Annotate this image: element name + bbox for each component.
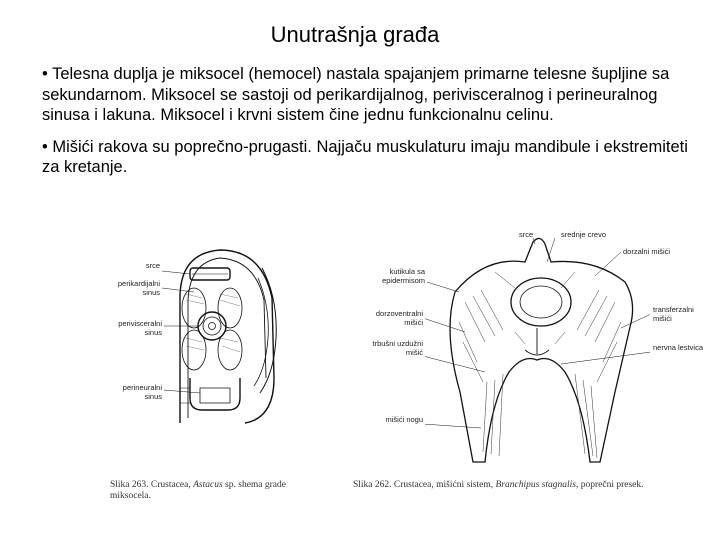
label-srce: srce (145, 261, 160, 270)
bullet-misici: • Mišići rakova su poprečno-prugasti. Najjaču muskulaturu imaju mandibule i ekstremiteti za kretanje. (42, 137, 688, 176)
astacus-mixocoel-diagram (110, 228, 286, 501)
caption-right-suffix: , poprečni presek. (575, 480, 644, 490)
label-transferzalni-misici: transferzalni mišići (653, 305, 694, 323)
caption-right-species: Branchipus stagnalis (495, 480, 576, 490)
label-misici-nogu: mišići nogu (385, 415, 423, 424)
caption-left-prefix: Slika 263. Crustacea, (110, 480, 194, 490)
slide-title: Unutrašnja građa (270, 22, 440, 47)
label-perikardijalni-sinus: perikardijalni sinus (117, 279, 160, 297)
caption-left-species: Astacus (193, 480, 223, 490)
branchipus-drawing (425, 232, 650, 472)
label-dorzoventralni-misici: dorzoventralni mišići (375, 309, 423, 327)
label-srednje-crevo: srednje crevo (561, 230, 607, 239)
label-trbusni-uzduzni-misic: trbušni uzdužni mišić (372, 339, 423, 357)
branchipus-muscle-diagram (353, 230, 704, 490)
label-perivisceralni-sinus: perivisceralni sinus (118, 319, 162, 337)
bullet-miksocel: • Telesna duplja je miksocel (hemocel) nastala spajanjem primarne telesne šupljine sa sekundarnom. Miksocel se sastoji od perikardijalnog, perivisceralnog i perineuralnog sinusa i lakuna. Miksocel i krvni sistem čine jednu funkcionalnu celinu. (42, 65, 670, 124)
label-dorzalni-misici: dorzalni mišići (623, 247, 671, 256)
caption-left (110, 480, 300, 502)
bullet-list (42, 64, 702, 189)
caption-left-suffix: sp. shema grade miksocela. (110, 480, 286, 501)
caption-right-prefix: Slika 262. Crustacea, mišićni sistem, (353, 480, 496, 490)
label-srce-right: srce (519, 230, 534, 239)
label-perineuralni-sinus: perineuralni sinus (122, 383, 162, 401)
label-kutikula: kutikula sa epidermisom (382, 267, 425, 285)
caption-right (353, 480, 663, 491)
label-nervna-lestvica: nervna lestvica (653, 343, 704, 352)
astacus-drawing (150, 228, 280, 428)
